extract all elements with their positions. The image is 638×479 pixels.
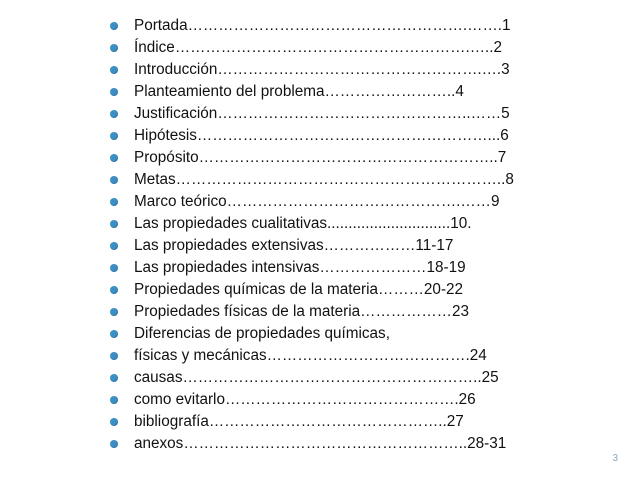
bullet-icon xyxy=(110,264,118,272)
toc-item-proposito xyxy=(108,147,514,169)
toc-item-hipotesis xyxy=(108,125,514,147)
bullet-icon xyxy=(110,396,118,404)
slide-page-number: 3 xyxy=(612,453,618,464)
bullet-icon xyxy=(110,176,118,184)
bullet-icon xyxy=(110,308,118,316)
toc-item-label: físicas y mecánicas………………………………….24 xyxy=(134,347,487,364)
bullet-icon xyxy=(110,132,118,140)
toc-item-propiedades-quimicas xyxy=(108,279,514,301)
bullet-icon xyxy=(110,198,118,206)
toc-item-propiedades-intensivas xyxy=(108,257,514,279)
toc-item-como-evitarlo xyxy=(108,389,514,411)
toc-item-propiedades-extensivas xyxy=(108,235,514,257)
bullet-icon xyxy=(110,220,118,228)
toc-item-planteamiento xyxy=(108,81,514,103)
toc-item-label: Marco teórico……………………………………….……9 xyxy=(134,193,500,210)
bullet-icon xyxy=(110,374,118,382)
toc-item-label: Planteamiento del problema……………………..4 xyxy=(134,83,464,100)
toc-item-label: Índice………………………………………………….…..2 xyxy=(134,39,503,56)
toc-item-portada xyxy=(108,15,514,37)
bullet-icon xyxy=(110,330,118,338)
toc-item-causas xyxy=(108,367,514,389)
toc-item-label: Introducción…………………………………………….….3 xyxy=(134,61,510,78)
toc-item-label: como evitarlo……………………………………….26 xyxy=(134,391,476,408)
toc-item-label: Las propiedades intensivas…………………18-19 xyxy=(134,259,466,276)
bullet-icon xyxy=(110,66,118,74)
toc-item-label: Propósito…………………………………………………..7 xyxy=(134,149,507,166)
toc-item-label: Las propiedades extensivas………………11-17 xyxy=(134,237,454,254)
toc-item-label: Hipótesis…………………………………………………...6 xyxy=(134,127,509,144)
toc-item-anexos xyxy=(108,433,514,455)
toc-item-label: Propiedades químicas de la materia………20-22 xyxy=(134,281,464,298)
bullet-icon xyxy=(110,44,118,52)
toc-item-label: Las propiedades cualitativas.............................10. xyxy=(134,215,472,232)
toc-item-propiedades-fisicas xyxy=(108,301,514,323)
toc-item-label: Justificación…………………………………………..……5 xyxy=(134,105,510,122)
toc-item-fisicas-mecanicas xyxy=(108,345,514,367)
bullet-icon xyxy=(110,22,118,30)
table-of-contents xyxy=(108,15,514,455)
toc-item-metas xyxy=(108,169,514,191)
bullet-icon xyxy=(110,110,118,118)
toc-item-diferencias xyxy=(108,323,514,345)
toc-item-label: bibliografía………………………………………..27 xyxy=(134,413,464,430)
toc-item-bibliografia xyxy=(108,411,514,433)
toc-item-justificacion xyxy=(108,103,514,125)
toc-item-label: Metas………………………………………………………..8 xyxy=(134,171,514,188)
bullet-icon xyxy=(110,418,118,426)
bullet-icon xyxy=(110,242,118,250)
bullet-icon xyxy=(110,352,118,360)
toc-item-indice xyxy=(108,37,514,59)
bullet-icon xyxy=(110,88,118,96)
toc-item-label: Propiedades físicas de la materia………………23 xyxy=(134,303,469,320)
bullet-icon xyxy=(110,440,118,448)
toc-item-introduccion xyxy=(108,59,514,81)
toc-item-marco-teorico xyxy=(108,191,514,213)
toc-item-propiedades-cualitativas xyxy=(108,213,514,235)
bullet-icon xyxy=(110,154,118,162)
toc-item-label: anexos………………………………………………..28-31 xyxy=(134,435,507,452)
toc-item-label: Portada……………………………………………….…….1 xyxy=(134,17,511,34)
toc-item-label: causas…………………………………………………..25 xyxy=(134,369,499,386)
toc-item-label: Diferencias de propiedades químicas, xyxy=(134,325,390,342)
bullet-icon xyxy=(110,286,118,294)
